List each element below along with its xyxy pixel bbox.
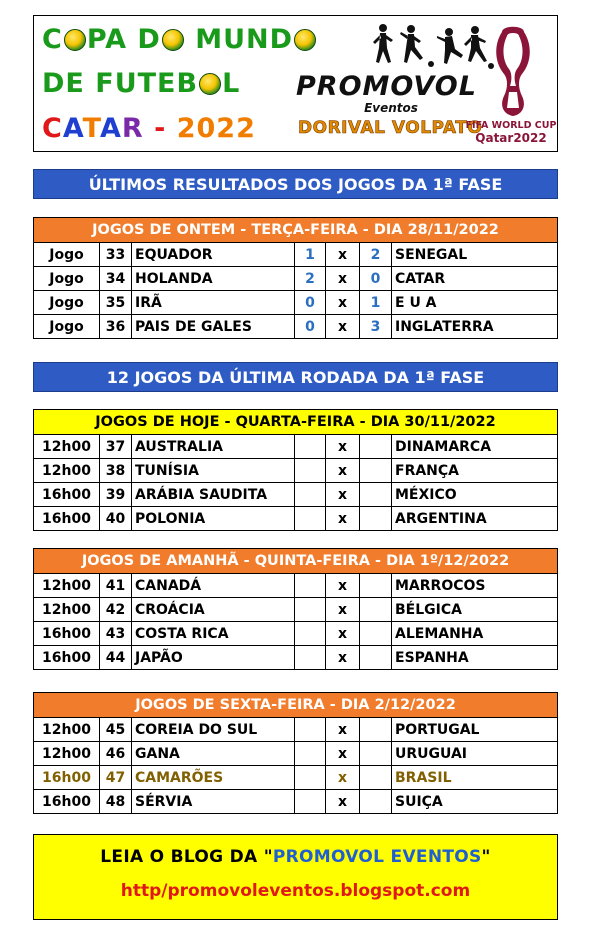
fifa-label-line2: Qatar2022 bbox=[475, 131, 547, 145]
banner-last-round: 12 JOGOS DA ÚLTIMA RODADA DA 1ª FASE bbox=[33, 362, 558, 392]
fifa-trophy-icon bbox=[488, 22, 538, 120]
title-line-2: DE FUTEB L bbox=[42, 68, 241, 99]
soccer-ball-icon bbox=[162, 29, 184, 51]
tomorrow-table bbox=[33, 548, 558, 670]
table-row: Jogo 36 PAIS DE GALES 0 x 3 INGLATERRA bbox=[34, 315, 558, 339]
table-row: 16h00 48 SÉRVIA x SUIÇA bbox=[34, 790, 558, 814]
table-row: 12h00 46 GANA x URUGUAI bbox=[34, 742, 558, 766]
today-table bbox=[33, 409, 558, 531]
results-table bbox=[33, 217, 558, 339]
header-box bbox=[33, 15, 558, 152]
blog-brand: PROMOVOL EVENTOS bbox=[272, 847, 482, 867]
table-row: 12h00 38 TUNÍSIA x FRANÇA bbox=[34, 459, 558, 483]
banner-last-results: ÚLTIMOS RESULTADOS DOS JOGOS DA 1ª FASE bbox=[33, 169, 558, 199]
soccer-ball-icon bbox=[199, 73, 221, 95]
footer-box bbox=[33, 834, 558, 920]
blog-url-link[interactable]: http/promovoleventos.blogspot.com bbox=[120, 881, 471, 901]
results-header: JOGOS DE ONTEM - TERÇA-FEIRA - DIA 28/11/2022 bbox=[34, 218, 558, 243]
blog-invite: LEIA O BLOG DA "PROMOVOL EVENTOS" bbox=[100, 847, 491, 867]
title-line-1: C PA D MUND bbox=[42, 24, 317, 55]
promovol-logo: PROMOVOL Eventos bbox=[296, 71, 477, 115]
table-row: 16h00 44 JAPÃO x ESPANHA bbox=[34, 646, 558, 670]
table-row: 12h00 45 COREIA DO SUL x PORTUGAL bbox=[34, 718, 558, 742]
table-row-highlighted: 16h00 47 CAMARÕES x BRASIL bbox=[34, 766, 558, 790]
soccer-ball-icon bbox=[294, 29, 316, 51]
fifa-label-line1: FIFA WORLD CUP bbox=[465, 120, 557, 131]
today-header: JOGOS DE HOJE - QUARTA-FEIRA - DIA 30/11/2022 bbox=[34, 410, 558, 435]
soccer-players-icon bbox=[371, 22, 501, 72]
table-row: 16h00 39 ARÁBIA SAUDITA x MÉXICO bbox=[34, 483, 558, 507]
table-row: Jogo 33 EQUADOR 1 x 2 SENEGAL bbox=[34, 243, 558, 267]
title-line-3: CATAR - 2022 bbox=[42, 113, 256, 144]
organizer-name: DORIVAL VOLPATO bbox=[298, 118, 483, 138]
table-row: 12h00 37 AUSTRALIA x DINAMARCA bbox=[34, 435, 558, 459]
soccer-ball-icon bbox=[64, 29, 86, 51]
table-row: 16h00 40 POLONIA x ARGENTINA bbox=[34, 507, 558, 531]
friday-header: JOGOS DE SEXTA-FEIRA - DIA 2/12/2022 bbox=[34, 693, 558, 718]
tomorrow-header: JOGOS DE AMANHÃ - QUINTA-FEIRA - DIA 1º/12/2022 bbox=[34, 549, 558, 574]
table-row: 12h00 41 CANADÁ x MARROCOS bbox=[34, 574, 558, 598]
table-row: Jogo 35 IRÃ 0 x 1 E U A bbox=[34, 291, 558, 315]
friday-table bbox=[33, 692, 558, 814]
table-row: Jogo 34 HOLANDA 2 x 0 CATAR bbox=[34, 267, 558, 291]
table-row: 12h00 42 CROÁCIA x BÉLGICA bbox=[34, 598, 558, 622]
table-row: 16h00 43 COSTA RICA x ALEMANHA bbox=[34, 622, 558, 646]
